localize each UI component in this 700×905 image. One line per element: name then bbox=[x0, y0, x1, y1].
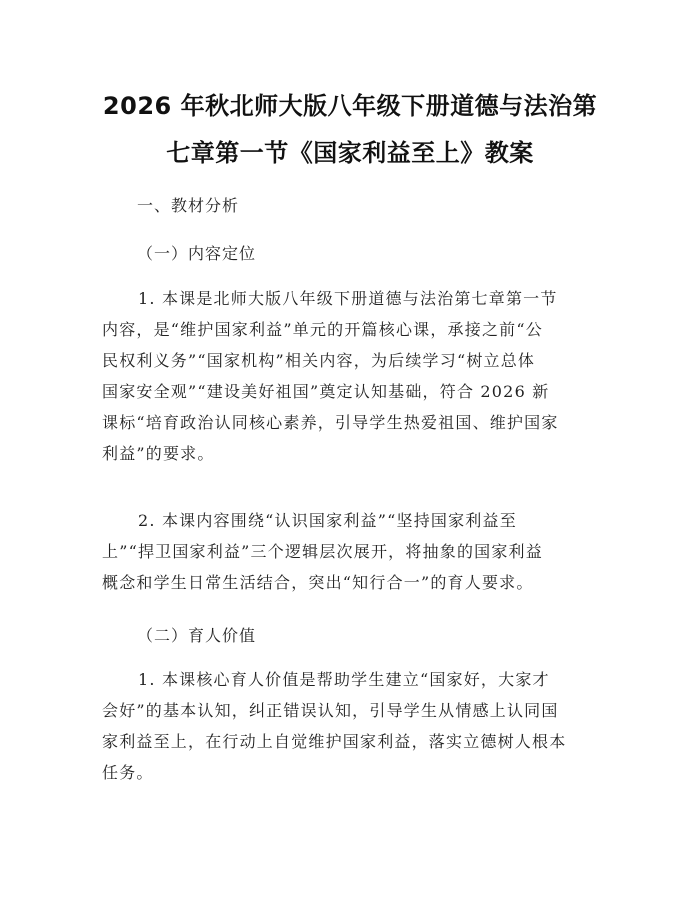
paragraph-line: 利益”的要求。 bbox=[102, 444, 215, 463]
paragraph-line: 国家安全观”“建设美好祖国”奠定认知基础，符合 2026 新 bbox=[102, 382, 550, 401]
paragraph-line: 1. 本课是北师大版八年级下册道德与法治第七章第一节 bbox=[138, 289, 558, 308]
document-title-line-2: 七章第一节《国家利益至上》教案 bbox=[166, 139, 534, 167]
subsection-heading-educational-value: （二）育人价值 bbox=[137, 626, 257, 645]
paragraph-line: 内容，是“维护国家利益”单元的开篇核心课，承接之前“公 bbox=[102, 320, 543, 339]
paragraph-line: 上”“捍卫国家利益”三个逻辑层次展开，将抽象的国家利益 bbox=[102, 542, 543, 561]
paragraph-line: 1. 本课核心育人价值是帮助学生建立“国家好，大家才 bbox=[138, 670, 550, 689]
paragraph-content-positioning-1 bbox=[102, 283, 602, 469]
paragraph-line: 课标“培育政治认同核心素养，引导学生热爱祖国、维护国家 bbox=[102, 413, 559, 432]
paragraph-line: 会好”的基本认知，纠正错误认知，引导学生从情感上认同国 bbox=[102, 701, 559, 720]
paragraph-content-positioning-2 bbox=[102, 505, 602, 598]
document-title-line-1: 2026 年秋北师大版八年级下册道德与法治第 bbox=[102, 92, 598, 120]
paragraph-line: 家利益至上，在行动上自觉维护国家利益，落实立德树人根本 bbox=[102, 732, 567, 751]
paragraph-line: 任务。 bbox=[102, 763, 154, 782]
paragraph-educational-value-1 bbox=[102, 664, 602, 788]
paragraph-line: 民权利义务”“国家机构”相关内容，为后续学习“树立总体 bbox=[102, 351, 536, 370]
paragraph-line: 2. 本课内容围绕“认识国家利益”“坚持国家利益至 bbox=[138, 511, 517, 530]
subsection-heading-content-positioning: （一）内容定位 bbox=[137, 244, 257, 263]
section-heading-textbook-analysis: 一、教材分析 bbox=[137, 196, 240, 215]
paragraph-line: 概念和学生日常生活结合，突出“知行合一”的育人要求。 bbox=[102, 573, 534, 592]
